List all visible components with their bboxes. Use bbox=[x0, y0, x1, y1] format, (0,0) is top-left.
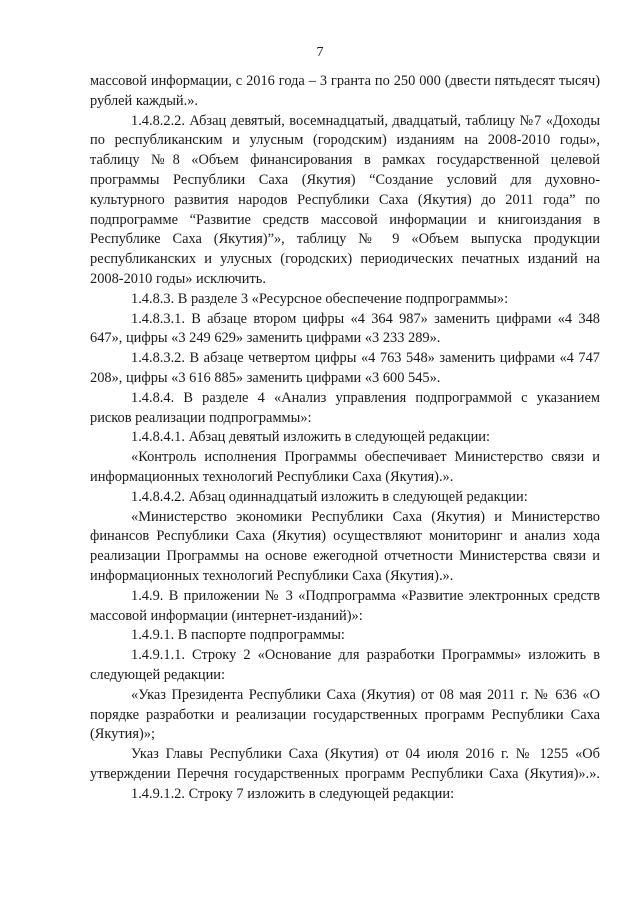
paragraph-1-4-9-1-2: 1.4.9.1.2. Строку 7 изложить в следующей редакции: bbox=[131, 785, 455, 802]
paragraph-1-4-8-4-2: 1.4.8.4.2. Абзац одиннадцатый изложить в следующей редакции: bbox=[131, 488, 528, 505]
paragraph-quote-head-decree: Указ Главы Республики Саха (Якутия) от 04 июля 2016 г. № 1255 «Об утверждении Перечня государственных программ Республики Саха (Якутия)».». bbox=[90, 746, 600, 782]
document-body bbox=[90, 72, 600, 804]
paragraph-1-4-8-3-1: 1.4.8.3.1. В абзаце втором цифры «4 364 987» заменить цифрами «4 348 647», цифры «3 249 629» заменить цифрами «3 233 289». bbox=[90, 310, 600, 347]
paragraph-quote-control: «Контроль исполнения Программы обеспечивает Министерство связи и информационных технологий Республики Саха (Якутия).». bbox=[90, 449, 600, 485]
paragraph-1-4-8-3-2: 1.4.8.3.2. В абзаце четвертом цифры «4 763 548» заменить цифрами «4 747 208», цифры «3 616 885» заменить цифрами «3 600 545». bbox=[90, 350, 600, 386]
paragraph-1-4-8-4: 1.4.8.4. В разделе 4 «Анализ управления подпрограммой с указанием рисков реализации подпрограммы»: bbox=[90, 389, 600, 426]
paragraph-1-4-8-3: 1.4.8.3. В разделе 3 «Ресурсное обеспечение подпрограммы»: bbox=[131, 290, 509, 307]
paragraph-1-4-8-2-2: 1.4.8.2.2. Абзац девятый, восемнадцатый, двадцатый, таблицу №7 «Доходы по республиканским и улусным (городским) изданиям на 2008-2010 годы», таблицу №8 «Объем финансирования в рамках государственной целевой программы Республики Саха (Якутия) “Создание условий для духовно-культурного развития народов Республики Саха (Якутия) до 2011 года” по подпрограмме “Развитие средств массовой информации и книгоиздания в Республике Саха (Якутия)”», таблицу № 9 «Объем выпуска продукции республиканских и улусных (городских) периодических печатных изданий на 2008-2010 годы» исключить. bbox=[90, 112, 600, 287]
paragraph-1-4-9-1: 1.4.9.1. В паспорте подпрограммы: bbox=[131, 627, 345, 644]
paragraph-quote-president-decree: «Указ Президента Республики Саха (Якутия) от 08 мая 2011 г. № 636 «О порядке разработки и реализации государственных программ Республики Саха (Якутия)»; bbox=[90, 686, 600, 743]
paragraph-1-4-9: 1.4.9. В приложении № 3 «Подпрограмма «Развитие электронных средств массовой информации (интернет-изданий)»: bbox=[90, 587, 600, 624]
paragraph-1-4-8-4-1: 1.4.8.4.1. Абзац девятый изложить в следующей редакции: bbox=[131, 429, 490, 446]
page-number: 7 bbox=[316, 45, 324, 60]
paragraph-1-4-9-1-1: 1.4.9.1.1. Строку 2 «Основание для разработки Программы» изложить в следующей редакции: bbox=[90, 647, 600, 683]
paragraph-quote-ministries: «Министерство экономики Республики Саха (Якутия) и Министерство финансов Республики Саха (Якутия) осуществляют мониторинг и анализ хода реализации Программы на основе ежегодной отчетности Министерства связи и информационных технологий Республики Саха (Якутия).». bbox=[90, 508, 600, 584]
paragraph-continuation: массовой информации, с 2016 года – 3 гранта по 250 000 (двести пятьдесят тысяч) рублей каждый.». bbox=[90, 73, 600, 109]
